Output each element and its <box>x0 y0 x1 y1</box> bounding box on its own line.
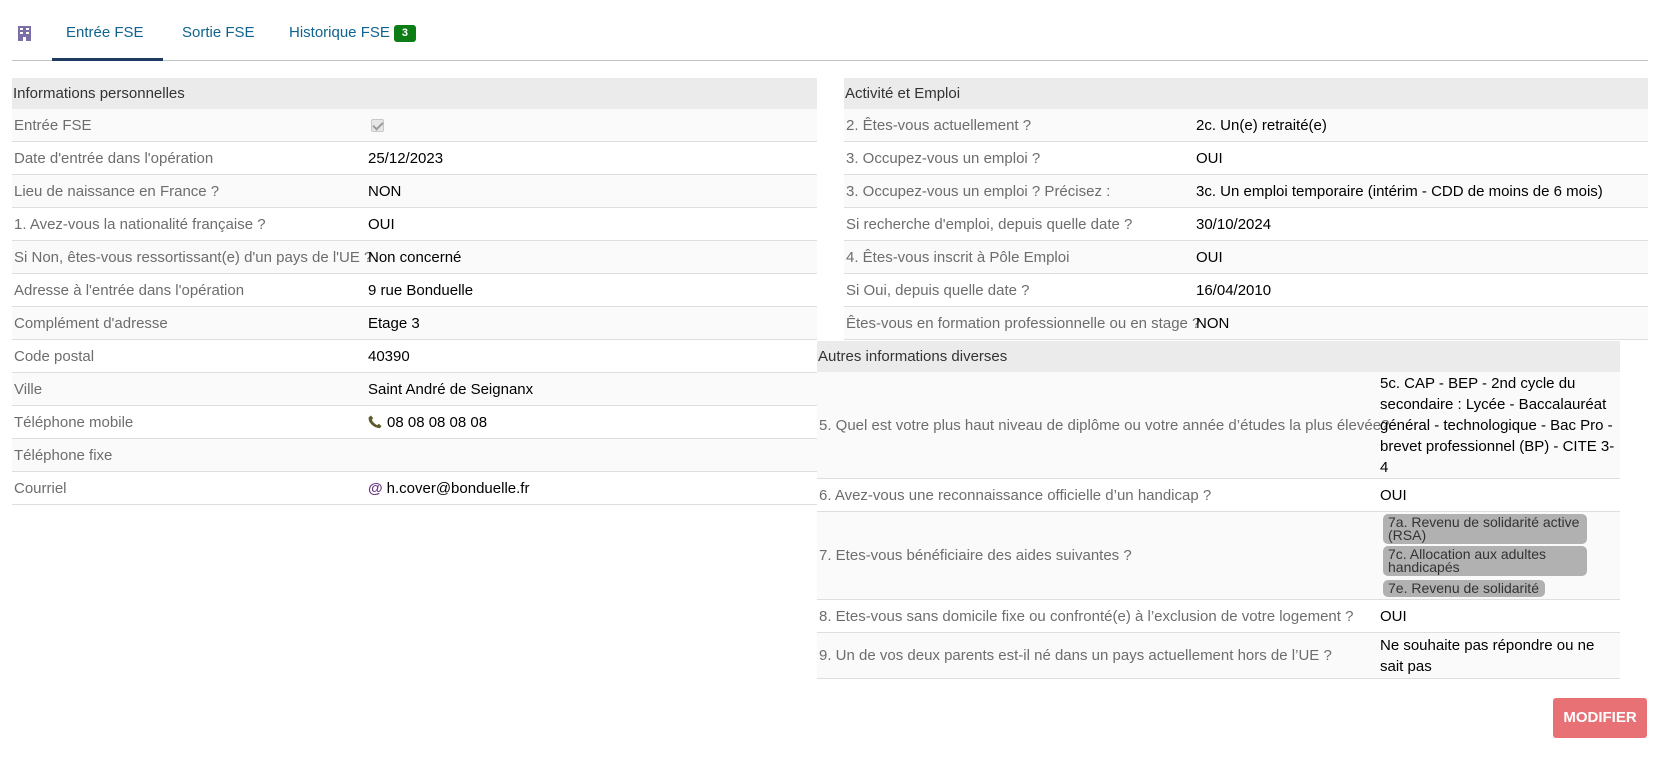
label: Si recherche d'emploi, depuis quelle date ? <box>846 215 1133 233</box>
label: 7. Etes-vous bénéficiaire des aides suivantes ? <box>819 547 1132 564</box>
row-telephone-mobile <box>12 406 817 439</box>
section-title: Autres informations diverses <box>817 341 1620 372</box>
value: OUI <box>1196 149 1223 167</box>
label: 8. Etes-vous sans domicile fixe ou confronté(e) à l’exclusion de votre logement ? <box>819 607 1354 625</box>
personnel-rows <box>12 109 817 505</box>
active-tab-indicator <box>52 58 163 61</box>
value: 3c. Un emploi temporaire (intérim - CDD de moins de 6 mois) <box>1196 182 1603 200</box>
tab-entree-fse[interactable]: Entrée FSE <box>66 24 144 41</box>
label: 5. Quel est votre plus haut niveau de diplôme ou votre année d’études la plus élevée? <box>819 416 1390 434</box>
label: 2. Êtes-vous actuellement ? <box>846 116 1032 134</box>
row-pole-emploi <box>844 241 1648 274</box>
row-code-postal <box>12 340 817 373</box>
label: Complément d'adresse <box>14 314 168 332</box>
label: Adresse à l'entrée dans l'opération <box>14 281 245 299</box>
row-situation-actuelle <box>844 109 1648 142</box>
aides-tag-list <box>1383 512 1587 599</box>
row-aides <box>817 512 1620 600</box>
label: 3. Occupez-vous un emploi ? <box>846 149 1041 167</box>
label: 1. Avez-vous la nationalité française ? <box>14 215 266 233</box>
value: Saint André de Seignanx <box>368 380 534 398</box>
value: 16/04/2010 <box>1196 281 1272 299</box>
section-title: Activité et Emploi <box>844 78 1648 109</box>
building-icon <box>18 26 31 41</box>
historique-count-badge: 3 <box>394 25 416 42</box>
value[interactable]: 08 08 08 08 08 <box>387 413 488 431</box>
section-informations-personnelles <box>12 78 817 505</box>
row-lieu-naissance <box>12 175 817 208</box>
label: Courriel <box>14 479 67 497</box>
modifier-button[interactable]: MODIFIER <box>1553 698 1647 738</box>
aide-tag: 7c. Allocation aux adultes handicapés <box>1383 546 1587 576</box>
value: 30/10/2024 <box>1196 215 1272 233</box>
row-handicap <box>817 479 1620 512</box>
label: 4. Êtes-vous inscrit à Pôle Emploi <box>846 248 1070 266</box>
value: Ne souhaite pas répondre ou ne sait pas <box>1380 636 1595 675</box>
value[interactable]: h.cover@bonduelle.fr <box>386 479 530 497</box>
value: 25/12/2023 <box>368 149 444 167</box>
row-parents-hors-ue <box>817 633 1620 679</box>
row-ressortissant <box>12 241 817 274</box>
label: Si Non, êtes-vous ressortissant(e) d'un pays de l'UE ? <box>14 248 373 266</box>
value: OUI <box>368 215 395 233</box>
row-sans-domicile <box>817 600 1620 633</box>
phone-icon <box>368 415 382 429</box>
tab-historique-label: Historique FSE <box>289 24 390 41</box>
label: Entrée FSE <box>14 116 92 134</box>
value: Non concerné <box>368 248 462 266</box>
value: 5c. CAP - BEP - 2nd cycle du secondaire : Lycée - Baccalauréat général - technologique - Bac Pro - brevet professionnel (BP) - CITE 3-4 <box>1380 374 1615 476</box>
label: Êtes-vous en formation professionnelle ou en stage ? <box>846 314 1201 332</box>
value: NON <box>368 182 402 200</box>
row-formation <box>844 307 1648 340</box>
tab-historique-fse[interactable] <box>289 24 416 42</box>
label: Téléphone fixe <box>14 446 113 464</box>
tab-sortie-fse[interactable]: Sortie FSE <box>182 24 255 41</box>
row-adresse <box>12 274 817 307</box>
activite-rows <box>844 109 1648 340</box>
label: Code postal <box>14 347 95 365</box>
label: 3. Occupez-vous un emploi ? Précisez : <box>846 182 1111 200</box>
tab-bar <box>12 0 1648 61</box>
row-occupe-emploi <box>844 142 1648 175</box>
label: Téléphone mobile <box>14 413 134 431</box>
label: 9. Un de vos deux parents est-il né dans un pays actuellement hors de l’UE ? <box>819 647 1332 664</box>
row-entree-fse <box>12 109 817 142</box>
aide-tag: 7e. Revenu de solidarité <box>1383 580 1545 597</box>
row-telephone-fixe <box>12 439 817 472</box>
value: 40390 <box>368 347 410 365</box>
entree-fse-checkbox[interactable] <box>371 119 384 132</box>
section-title: Informations personnelles <box>12 78 817 109</box>
row-recherche-emploi <box>844 208 1648 241</box>
label: Ville <box>14 380 43 398</box>
row-occupe-emploi-precisez <box>844 175 1648 208</box>
value: 2c. Un(e) retraité(e) <box>1196 116 1327 134</box>
fse-panel <box>12 0 1648 760</box>
row-ville <box>12 373 817 406</box>
label: Lieu de naissance en France ? <box>14 182 220 200</box>
row-courriel <box>12 472 817 505</box>
value: NON <box>1196 314 1230 332</box>
value: 9 rue Bonduelle <box>368 281 474 299</box>
value: Etage 3 <box>368 314 420 332</box>
row-depuis-date <box>844 274 1648 307</box>
section-autres-informations <box>817 341 1620 679</box>
label: 6. Avez-vous une reconnaissance officielle d’un handicap ? <box>819 486 1212 504</box>
label: Date d'entrée dans l'opération <box>14 149 214 167</box>
value: OUI <box>1196 248 1223 266</box>
row-nationalite <box>12 208 817 241</box>
autres-rows <box>817 372 1620 679</box>
value: OUI <box>1380 486 1407 504</box>
row-complement <box>12 307 817 340</box>
email-icon: @ <box>368 479 383 497</box>
row-date-entree <box>12 142 817 175</box>
section-activite-emploi <box>844 78 1648 340</box>
value: OUI <box>1380 607 1407 625</box>
row-niveau-diplome <box>817 372 1620 479</box>
label: Si Oui, depuis quelle date ? <box>846 281 1030 299</box>
aide-tag: 7a. Revenu de solidarité active (RSA) <box>1383 514 1587 544</box>
